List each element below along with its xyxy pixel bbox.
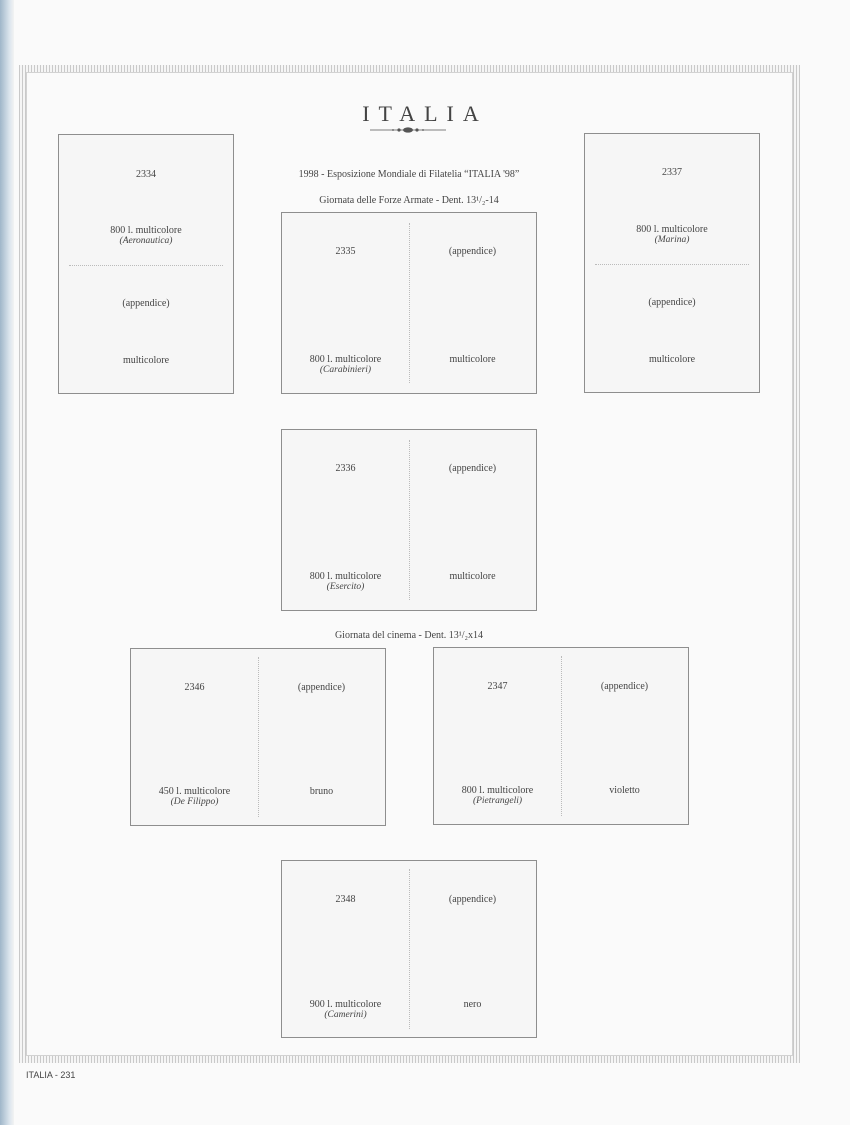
appendix-label: (appendice) — [648, 297, 696, 308]
stamp-subject: (Camerini) — [324, 1010, 367, 1020]
stamp-number: 2334 — [136, 169, 156, 180]
stamp-number: 2348 — [335, 894, 356, 905]
stamp-subject: (Carabinieri) — [319, 365, 372, 375]
stamp-value: 450 l. multicolore — [158, 786, 231, 797]
appendix-label: (appendice) — [448, 463, 497, 474]
appendix-color: bruno — [309, 786, 334, 797]
stamp-number: 2335 — [335, 246, 356, 257]
stamp-mount-2335 — [281, 212, 537, 394]
appendix-color: nero — [463, 999, 482, 1010]
stamp-subject: (Aeronautica) — [119, 236, 173, 246]
perforation-divider — [595, 264, 749, 265]
issue-caption: 1998 - Esposizione Mondiale di Filatelia “ITALIA '98” — [298, 169, 520, 180]
stamp-number: 2347 — [487, 681, 508, 692]
stamp-mount-2336 — [281, 429, 537, 611]
stamp-subject: (Marina) — [654, 235, 690, 245]
appendix-label: (appendice) — [448, 894, 497, 905]
page-footer: ITALIA - 231 — [26, 1070, 76, 1080]
series-caption-armed-forces: Giornata delle Forze Armate - Dent. 13¹/₂-14 — [319, 195, 499, 206]
page-title: ITALIA — [362, 101, 488, 126]
stamp-number: 2336 — [335, 463, 356, 474]
stamp-description — [434, 785, 561, 807]
stamp-description — [282, 354, 409, 376]
stamp-mount-2346 — [130, 648, 386, 826]
stamp-description — [282, 571, 409, 593]
stamp-description — [585, 224, 759, 246]
appendix-label: (appendice) — [297, 682, 346, 693]
stamp-subject: (Esercito) — [326, 582, 365, 592]
stamp-value: 800 l. multicolore — [309, 354, 382, 365]
stamp-number: 2346 — [184, 682, 205, 693]
stamp-mount-2348 — [281, 860, 537, 1038]
stamp-description — [282, 999, 409, 1021]
stamp-value: 800 l. multicolore — [110, 225, 182, 236]
appendix-color: multicolore — [449, 571, 496, 582]
stamp-description — [131, 786, 258, 808]
stamp-number: 2337 — [662, 167, 682, 178]
stamp-mount-2347 — [433, 647, 689, 825]
appendix-color: multicolore — [122, 355, 170, 366]
appendix-label: (appendice) — [600, 681, 649, 692]
title-ornament-icon — [370, 126, 446, 134]
stamp-mount-2334 — [58, 134, 234, 394]
perforation-divider — [69, 265, 223, 266]
stamp-description — [59, 225, 233, 247]
appendix-color: violetto — [609, 785, 640, 796]
series-caption-cinema: Giornata del cinema - Dent. 13¹/₂x14 — [334, 630, 484, 641]
appendix-color: multicolore — [449, 354, 496, 365]
appendix-color: multicolore — [648, 354, 696, 365]
stamp-value: 800 l. multicolore — [461, 785, 534, 796]
stamp-value: 800 l. multicolore — [636, 224, 708, 235]
stamp-value: 900 l. multicolore — [309, 999, 382, 1010]
stamp-value: 800 l. multicolore — [309, 571, 382, 582]
appendix-label: (appendice) — [448, 246, 497, 257]
stamp-mount-2337 — [584, 133, 760, 393]
stamp-subject: (Pietrangeli) — [472, 796, 523, 806]
stamp-subject: (De Filippo) — [170, 797, 219, 807]
appendix-label: (appendice) — [122, 298, 170, 309]
